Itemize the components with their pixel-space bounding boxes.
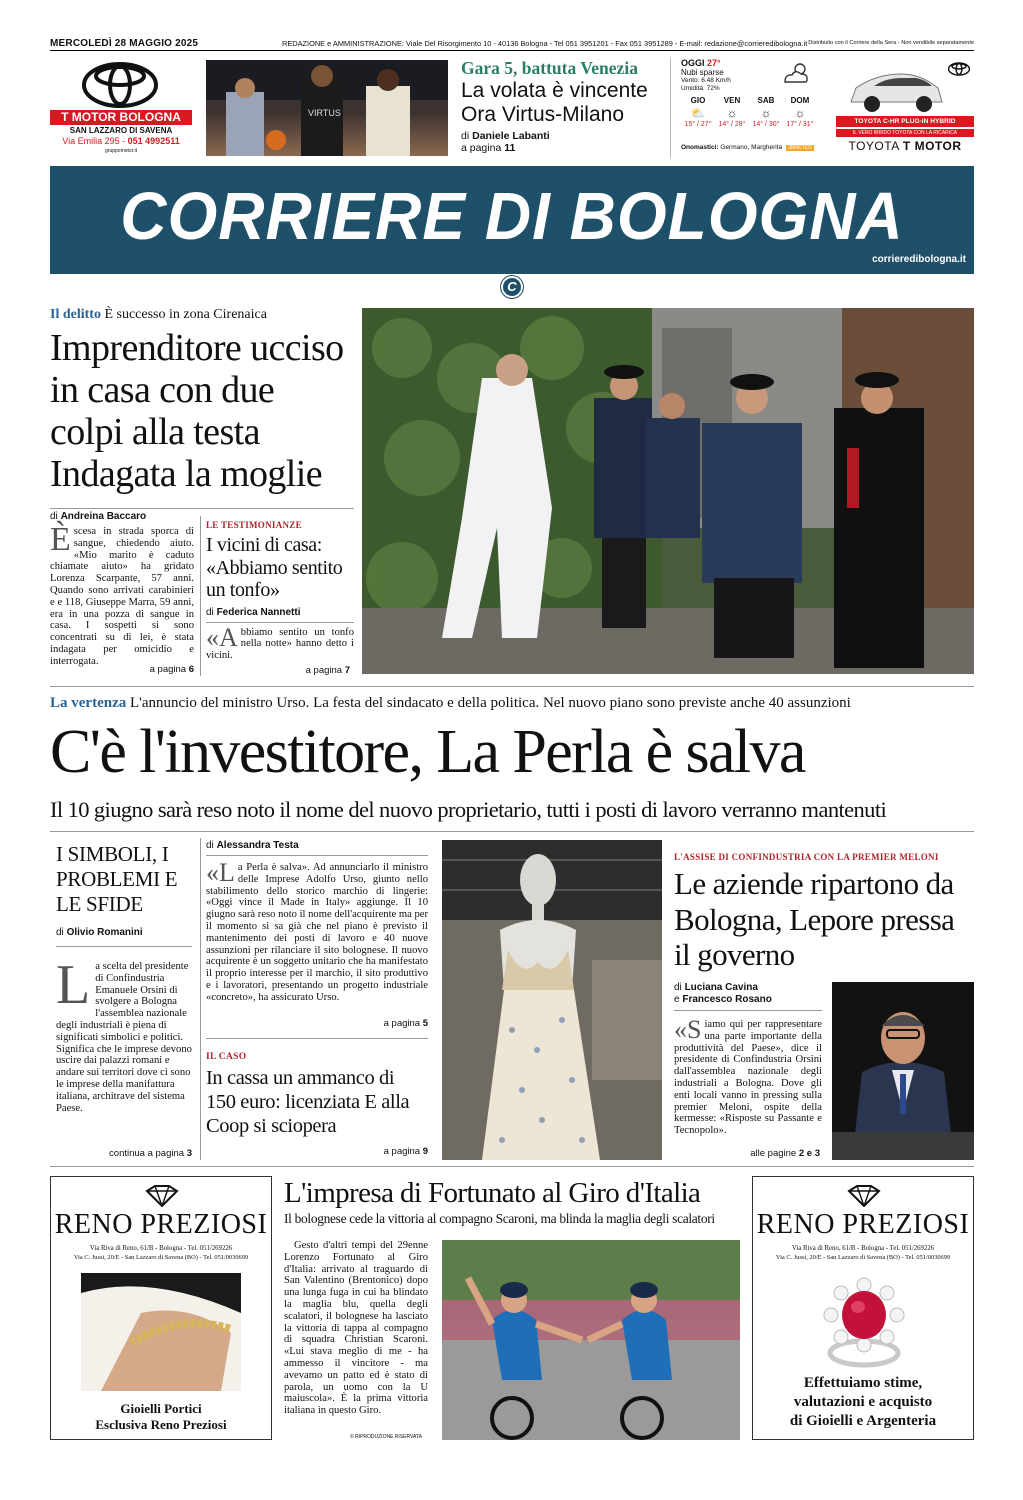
- lead-headline[interactable]: C'è l'investitore, La Perla è salva: [50, 718, 805, 786]
- sun-icon: ☼: [760, 106, 772, 120]
- divider: [50, 508, 354, 509]
- confindustria-story[interactable]: [674, 852, 974, 980]
- reno-address-2: Via C. Jussi, 20/E - San Lazzaro di Savena (BO) - Tel. 051/0030699: [73, 1254, 249, 1261]
- bracelet-illustration: [81, 1273, 241, 1391]
- masthead-site: corrieredibologna.it: [872, 254, 966, 265]
- confindustria-kicker: L'ASSISE DI CONFINDUSTRIA CON LA PREMIER MELONI: [674, 852, 939, 862]
- cyclists-photo: [442, 1240, 740, 1440]
- forecast-day-temps: 14° / 30°: [752, 121, 780, 128]
- cyclists-illustration: [442, 1240, 740, 1440]
- giro-body: Gesto d'altri tempi del 29enne Lorenzo Fortunato al Giro d'Italia: arrivato al traguardo di San Valentino (Brentonico) dopo una lunga fuga in cui ha blindato la maglia blu, quella degli scalatori, il bolognese ha lasciato la vittoria di tappa al compagno di squadra Christian Scaroni. «Lui stava meglio di me - ha ammesso il vincitore - ma avevamo un patto ed è stato di parola, un uomo con la U maiuscola». È la prima vittoria italiana in questo Giro.: [284, 1240, 428, 1417]
- distribution-note: Distribuito con il Corriere della Sera - Non vendibile separatamente: [808, 40, 974, 46]
- car-illustration: [846, 64, 946, 114]
- car-model: TOYOTA C-HR PLUG-IN HYBRID: [836, 116, 974, 127]
- confindustria-pageref[interactable]: alle pagine 2 e 3: [750, 1148, 820, 1159]
- basketball-photo: [206, 60, 448, 156]
- giro-subhead: Il bolognese cede la vittoria al compagno Scaroni, ma blinda la maglia degli scalatori: [284, 1211, 715, 1226]
- forecast-day-name: DOM: [790, 96, 810, 105]
- teaser-headline-2: Ora Virtus-Milano: [461, 103, 624, 126]
- forecast-day-name: GIO: [690, 96, 706, 105]
- story-delitto-headline: Imprenditore ucciso in casa con due colpi alla testa Indagata la moglie: [50, 327, 344, 495]
- perla-author: Alessandra Testa: [216, 840, 299, 851]
- crime-scene-photo: [362, 308, 974, 674]
- diamond-logo-icon: [847, 1185, 881, 1207]
- forecast-day-name: VEN: [723, 96, 741, 105]
- teaser-author: Daniele Labanti: [472, 130, 550, 142]
- masthead-logo-letter: C: [507, 279, 517, 294]
- issue-date: MERCOLEDÌ 28 MAGGIO 2025: [50, 38, 199, 49]
- weather-today-temp: 27°: [707, 58, 721, 68]
- ad-toyota-right[interactable]: [836, 60, 974, 156]
- sun-icon: ☼: [794, 106, 806, 120]
- weather-today: OGGI 27°: [681, 58, 721, 68]
- teaser-headline-1: La volata è vincente: [461, 79, 648, 102]
- speaker-illustration: [832, 982, 974, 1160]
- editorial-author: Olivio Romanini: [66, 927, 143, 938]
- divider: [200, 516, 201, 676]
- partly-cloudy-icon: [781, 60, 811, 86]
- dealer-name: T MOTOR BOLOGNA: [50, 110, 192, 125]
- lead-subhead: Il 10 giugno sarà reso noto il nome del nuovo proprietario, tutti i posti di lavoro verranno mantenuti: [50, 797, 887, 822]
- divider: [50, 686, 974, 687]
- reno-caption-1: Effettuiamo stime,: [803, 1375, 923, 1391]
- story-delitto-body-col: [50, 511, 194, 677]
- confindustria-body-col: [674, 982, 822, 1162]
- meteo-badge: 3BMETEO: [787, 145, 812, 151]
- coop-story[interactable]: [206, 1052, 428, 1160]
- editorial-pageref[interactable]: continua a pagina 3: [109, 1148, 192, 1159]
- story-testimonianze-body: «Abbiamo sentito un tonfo nella notte» hanno detto i vicini.: [206, 622, 354, 662]
- weather-box: [670, 58, 816, 158]
- forecast-day: [715, 96, 749, 128]
- confindustria-author-2: Francesco Rosano: [682, 994, 772, 1005]
- teaser-kicker: Gara 5, battuta Venezia: [461, 58, 638, 78]
- story-testimonianze-pageref[interactable]: a pagina 7: [305, 665, 350, 676]
- story-delitto-author: Andreina Baccaro: [60, 511, 147, 522]
- forecast-days: [681, 96, 817, 140]
- orsini-photo: [832, 982, 974, 1160]
- story-testimonianze-byline: di Federica Nannetti: [206, 606, 301, 618]
- story-delitto-byline: di Andreina Baccaro: [50, 511, 147, 522]
- forecast-day-temps: 17° / 31°: [786, 121, 814, 128]
- ad-toyota-left[interactable]: [50, 60, 192, 156]
- story-delitto-pageref[interactable]: a pagina 6: [149, 664, 194, 675]
- cloud-sun-icon: ⛅: [690, 106, 706, 120]
- forecast-day: [783, 96, 817, 128]
- editorial-headline: I SIMBOLI, I PROBLEMI E LE SFIDE: [56, 842, 178, 916]
- editorial[interactable]: [56, 842, 192, 1162]
- divider: [50, 831, 974, 832]
- reno-caption-2: valutazioni e acquisto: [793, 1394, 933, 1410]
- confindustria-author-1: Luciana Cavina: [684, 982, 758, 993]
- toyota-logo-icon: [82, 62, 158, 108]
- reno-caption-3: di Gioielli e Argenteria: [789, 1413, 937, 1429]
- forecast-day: [681, 96, 715, 128]
- dealer-street: Via Emilia 295: [62, 136, 120, 146]
- story-delitto-body: Èscesa in strada sporca di sangue, chiedendo aiuto. «Mio marito è caduto chiamate aiuto» ha gridato Lorenza Scarpante, 57 anni. Quando sono arrivati carabinieri e e 118, Giuseppe Marra, 59 anni, era in una pozza di sangue in casa. I sospetti si sono concentrati su di lei, è stata indagata per omicidio e interrogata.: [50, 521, 194, 667]
- teaser-block[interactable]: [461, 58, 667, 158]
- crime-scene-illustration: [362, 308, 974, 674]
- coop-pageref[interactable]: a pagina 9: [383, 1146, 428, 1157]
- giro-copyright: © RIPRODUZIONE RISERVATA: [350, 1434, 422, 1440]
- ad-reno-right[interactable]: [752, 1176, 974, 1440]
- masthead-logo: [501, 276, 523, 298]
- sun-icon: ☼: [726, 106, 738, 120]
- reno-caption-1: Gioielli Portici: [120, 1401, 202, 1416]
- forecast-day-temps: 14° / 28°: [718, 121, 746, 128]
- onomastici: Onomastici: Germano, Margherita 3BMETEO: [681, 144, 812, 151]
- perla-body: «La Perla è salva». Ad annunciarlo il ministro delle Imprese Adolfo Urso, giunto nello stabilimento dello storico marchio di lingerie: «Oggi vince il Made in Italy» aggiunge. Il 10 giugno sarà reso noto il nome dell'acquirente ma per il momento si sa già che nel piano è previsto il mantenimento dei posti di lavoro e 40 nuove assunzioni per rilanciare il sito bolognese. Il nuovo acquirente è un soggetto unitario che ha manifestato il proprio interesse per il marchio, il sito produttivo e i lavoratori, presentando un progetto industriale «concreto», ha assicurato Urso.: [206, 858, 428, 1003]
- divider: [50, 1166, 974, 1167]
- reno-brand: RENO PREZIOSI: [756, 1209, 970, 1240]
- weather-wind: Vento: 6.48 Km/h: [681, 77, 731, 84]
- reno-address-2: Via C. Jussi, 20/E - San Lazzaro di Savena (BO) - Tel. 051/0030699: [775, 1254, 951, 1261]
- divider: [206, 1038, 428, 1039]
- confindustria-headline: Le aziende ripartono da Bologna, Lepore pressa il governo: [674, 866, 955, 972]
- mannequin-illustration: [442, 840, 662, 1160]
- dealer-phone: 051 4992511: [127, 136, 180, 146]
- lead-kicker: La vertenza L'annuncio del ministro Urso. La festa del sindacato e della politica. Nel nuovo piano sono previste anche 40 assunzioni: [50, 695, 851, 711]
- coop-kicker: IL CASO: [206, 1052, 247, 1062]
- perla-story[interactable]: [206, 840, 428, 1040]
- divider: [200, 838, 201, 1160]
- coop-headline: In cassa un ammanco di 150 euro: licenziata E alla Coop si sciopera: [206, 1067, 410, 1137]
- story-testimonianze-author: Federica Nannetti: [216, 606, 301, 618]
- forecast-day-name: SAB: [757, 96, 775, 105]
- car-brand: TOYOTA T MOTOR: [848, 139, 962, 153]
- perla-pageref[interactable]: a pagina 5: [383, 1018, 428, 1029]
- svg-text:VIRTUS: VIRTUS: [308, 108, 341, 118]
- editorial-address: REDAZIONE e AMMINISTRAZIONE: Viale Del Risorgimento 10 - 40136 Bologna - Tel 051 3951201 - Fax 051 3951289 - E-mail: redazione@corrieredibologna.it: [282, 39, 808, 48]
- ruby-ring-illustration: [809, 1271, 919, 1371]
- ad-reno-left[interactable]: [50, 1176, 272, 1440]
- perla-byline: di Alessandra Testa: [206, 840, 299, 851]
- dealer-contact: Via Emilia 295 - 051 4992511: [62, 136, 180, 146]
- forecast-day-temps: 15° / 27°: [684, 121, 712, 128]
- reno-address-1: Via Riva di Reno, 61/B - Bologna - Tel. 051/269226: [791, 1245, 935, 1252]
- basketball-players-illustration: [206, 60, 448, 156]
- reno-brand: RENO PREZIOSI: [54, 1209, 268, 1240]
- weather-desc: Nubi sparse: [681, 68, 724, 77]
- confindustria-body: «Siamo qui per rappresentare una parte importante della produttività del Paese», dice il presidente di Confindustria Orsini dall'assemblea nazionale degli industriali a Bologna. Dove gli enti locali vanno in pressing sulla premier Meloni, ospite della kermesse: «Risposte su Passante e Tecnopolo».: [674, 1015, 822, 1137]
- editorial-byline: di Olivio Romanini: [56, 927, 143, 938]
- teaser-byline: di Daniele Labanti: [461, 130, 550, 142]
- car-tagline: IL VERO IBRIDO TOYOTA CON LA RICARICA: [836, 129, 974, 137]
- story-testimonianze-kicker: LE TESTIMONIANZE: [206, 520, 302, 530]
- story-testimonianze-headline: I vicini di casa: «Abbiamo sentito un tonfo»: [206, 534, 343, 601]
- masthead[interactable]: [50, 166, 974, 274]
- dealer-city: SAN LAZZARO DI SAVENA: [69, 126, 173, 135]
- lingerie-photo: [442, 840, 662, 1160]
- editorial-body: La scelta del presidente di Confindustria Emanuele Orsini di svolgere a Bologna l'assemblea nazionale degli industriali è piena di significati simbolici e politici. Significa che le imprese devono uscire dai palazzi romani e andare sui territori dove ci sono le imprese della manifattura italiana, architrave del sistema Paese.: [56, 954, 192, 1114]
- weather-humidity: Umidità: 72%: [681, 85, 720, 92]
- giro-headline: L'impresa di Fortunato al Giro d'Italia: [284, 1177, 701, 1209]
- story-testimonianze[interactable]: [206, 520, 354, 678]
- forecast-day: [749, 96, 783, 128]
- dealer-site: gruppomotor.it: [105, 148, 137, 154]
- masthead-title: CORRIERE DI BOLOGNA: [120, 178, 904, 254]
- confindustria-byline: di Luciana Cavina e Francesco Rosano: [674, 982, 772, 1005]
- story-delitto-kicker: Il delitto È successo in zona Cirenaica: [50, 307, 267, 322]
- teaser-pageref: a pagina 11: [461, 142, 516, 154]
- toyota-logo-icon: [948, 62, 970, 76]
- bracelet-photo: [81, 1273, 241, 1391]
- diamond-logo-icon: [145, 1185, 179, 1207]
- topbar: [50, 37, 974, 51]
- reno-caption-2: Esclusiva Reno Preziosi: [95, 1417, 227, 1432]
- reno-address-1: Via Riva di Reno, 61/B - Bologna - Tel. 051/269226: [89, 1245, 233, 1252]
